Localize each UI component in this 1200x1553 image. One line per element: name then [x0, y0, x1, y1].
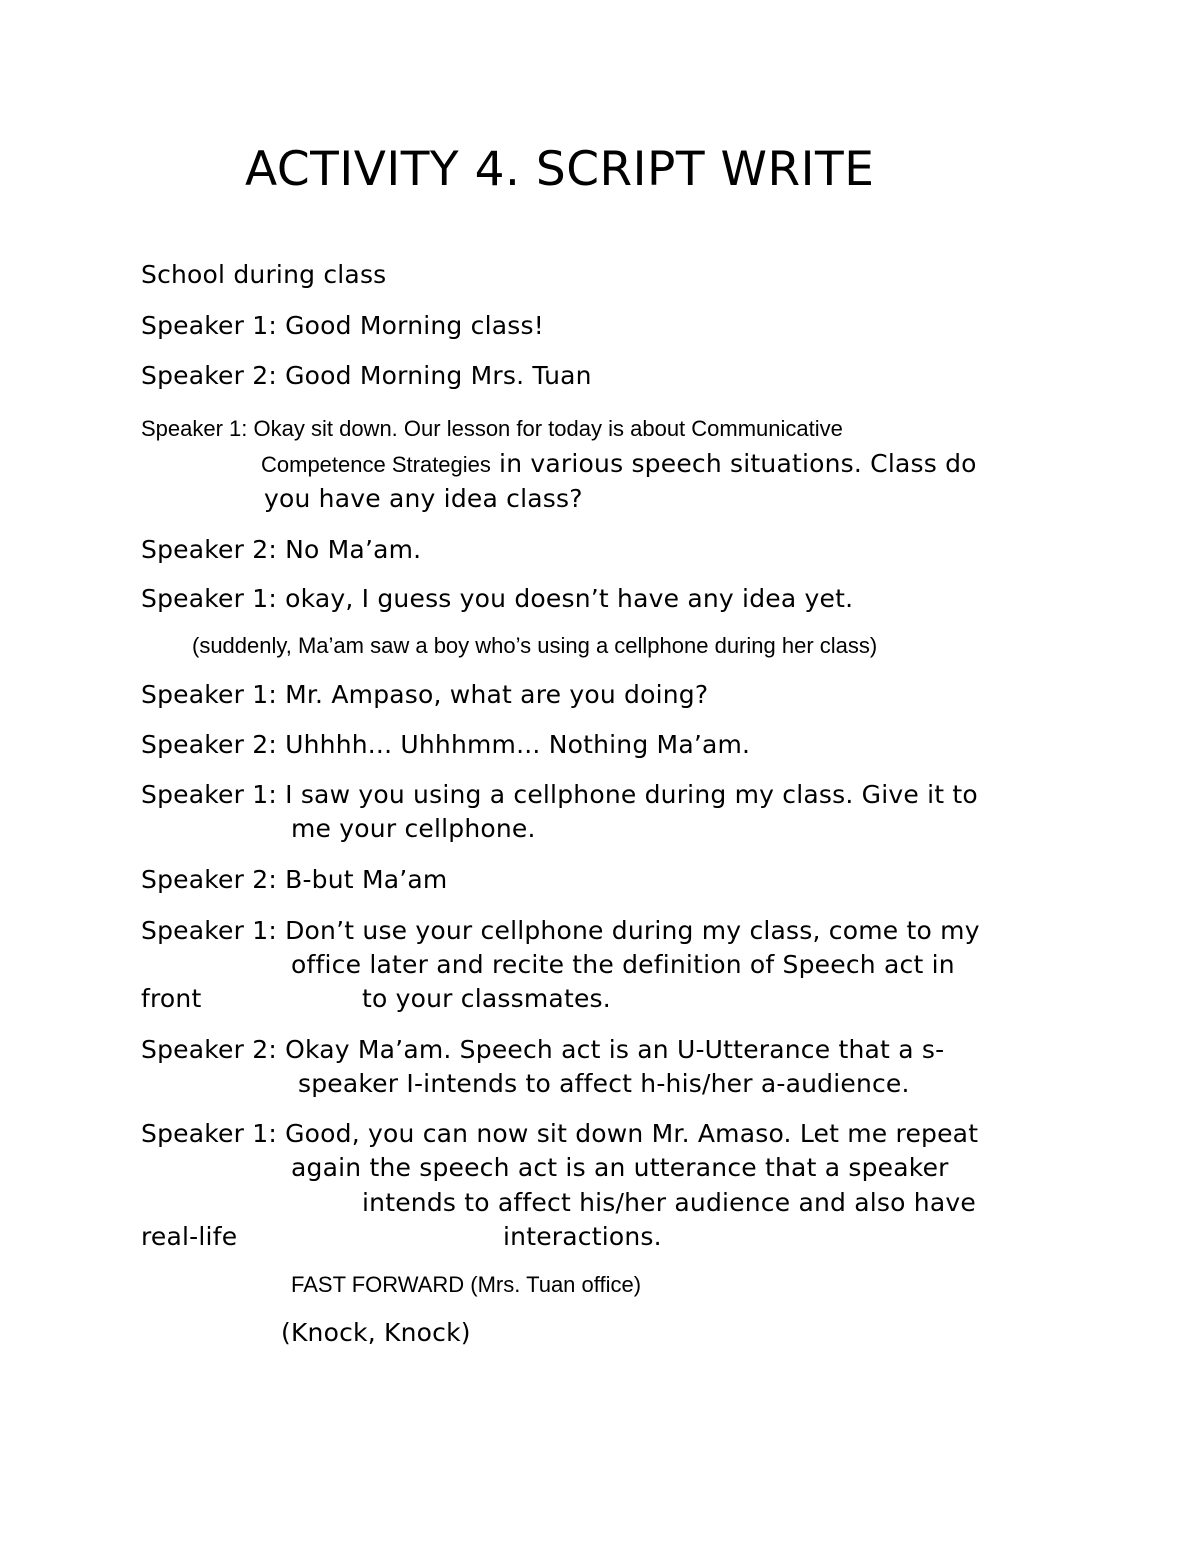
dialogue-line-continuation: you have any idea class? [264, 484, 583, 513]
dialogue-line-continuation: front [141, 984, 202, 1013]
dialogue-line-continuation: to your classmates. [362, 984, 611, 1013]
dialogue-line: Speaker 2: Uhhhh... Uhhhmm... Nothing Ma’am. [141, 730, 751, 759]
stage-direction: FAST FORWARD (Mrs. Tuan office) [291, 1272, 642, 1297]
dialogue-line-continuation: intends to affect his/her audience and also have [362, 1188, 976, 1217]
dialogue-line: Speaker 1: I saw you using a cellphone during my class. Give it to [141, 780, 978, 809]
dialogue-line: Speaker 2: B-but Ma’am [141, 865, 448, 894]
dialogue-line-continuation: interactions. [503, 1222, 662, 1251]
dialogue-line: Speaker 1: Good Morning class! [141, 311, 544, 340]
dialogue-fragment: Competence Strategies [261, 452, 491, 477]
dialogue-line-continuation: again the speech act is an utterance that a speaker [291, 1153, 949, 1182]
dialogue-line-continuation: speaker I-intends to affect h-his/her a-audience. [298, 1069, 910, 1098]
dialogue-line-continuation: real-life [141, 1222, 238, 1251]
dialogue-line: Speaker 2: No Ma’am. [141, 535, 422, 564]
dialogue-line: Speaker 2: Okay Ma’am. Speech act is an U-Utterance that a s- [141, 1035, 945, 1064]
dialogue-line-continuation: office later and recite the definition of Speech act in [291, 950, 955, 979]
stage-direction: (suddenly, Ma’am saw a boy who’s using a cellphone during her class) [192, 633, 878, 658]
dialogue-line: Speaker 1: okay, I guess you doesn’t have any idea yet. [141, 584, 854, 613]
stage-direction: (Knock, Knock) [281, 1318, 471, 1347]
dialogue-line: Speaker 1: Mr. Ampaso, what are you doing? [141, 680, 709, 709]
dialogue-line: Speaker 1: Okay sit down. Our lesson for today is about Communicative [141, 416, 843, 441]
dialogue-line-continuation: me your cellphone. [291, 814, 536, 843]
scene-heading: School during class [141, 260, 387, 289]
dialogue-line: Speaker 2: Good Morning Mrs. Tuan [141, 361, 592, 390]
dialogue-line: Speaker 1: Don’t use your cellphone during my class, come to my [141, 916, 980, 945]
dialogue-fragment: in various speech situations. Class do [490, 449, 977, 478]
dialogue-line: Speaker 1: Good, you can now sit down Mr. Amaso. Let me repeat [141, 1119, 979, 1148]
dialogue-line-continuation [261, 447, 977, 481]
document-title: ACTIVITY 4. SCRIPT WRITE [245, 142, 875, 197]
